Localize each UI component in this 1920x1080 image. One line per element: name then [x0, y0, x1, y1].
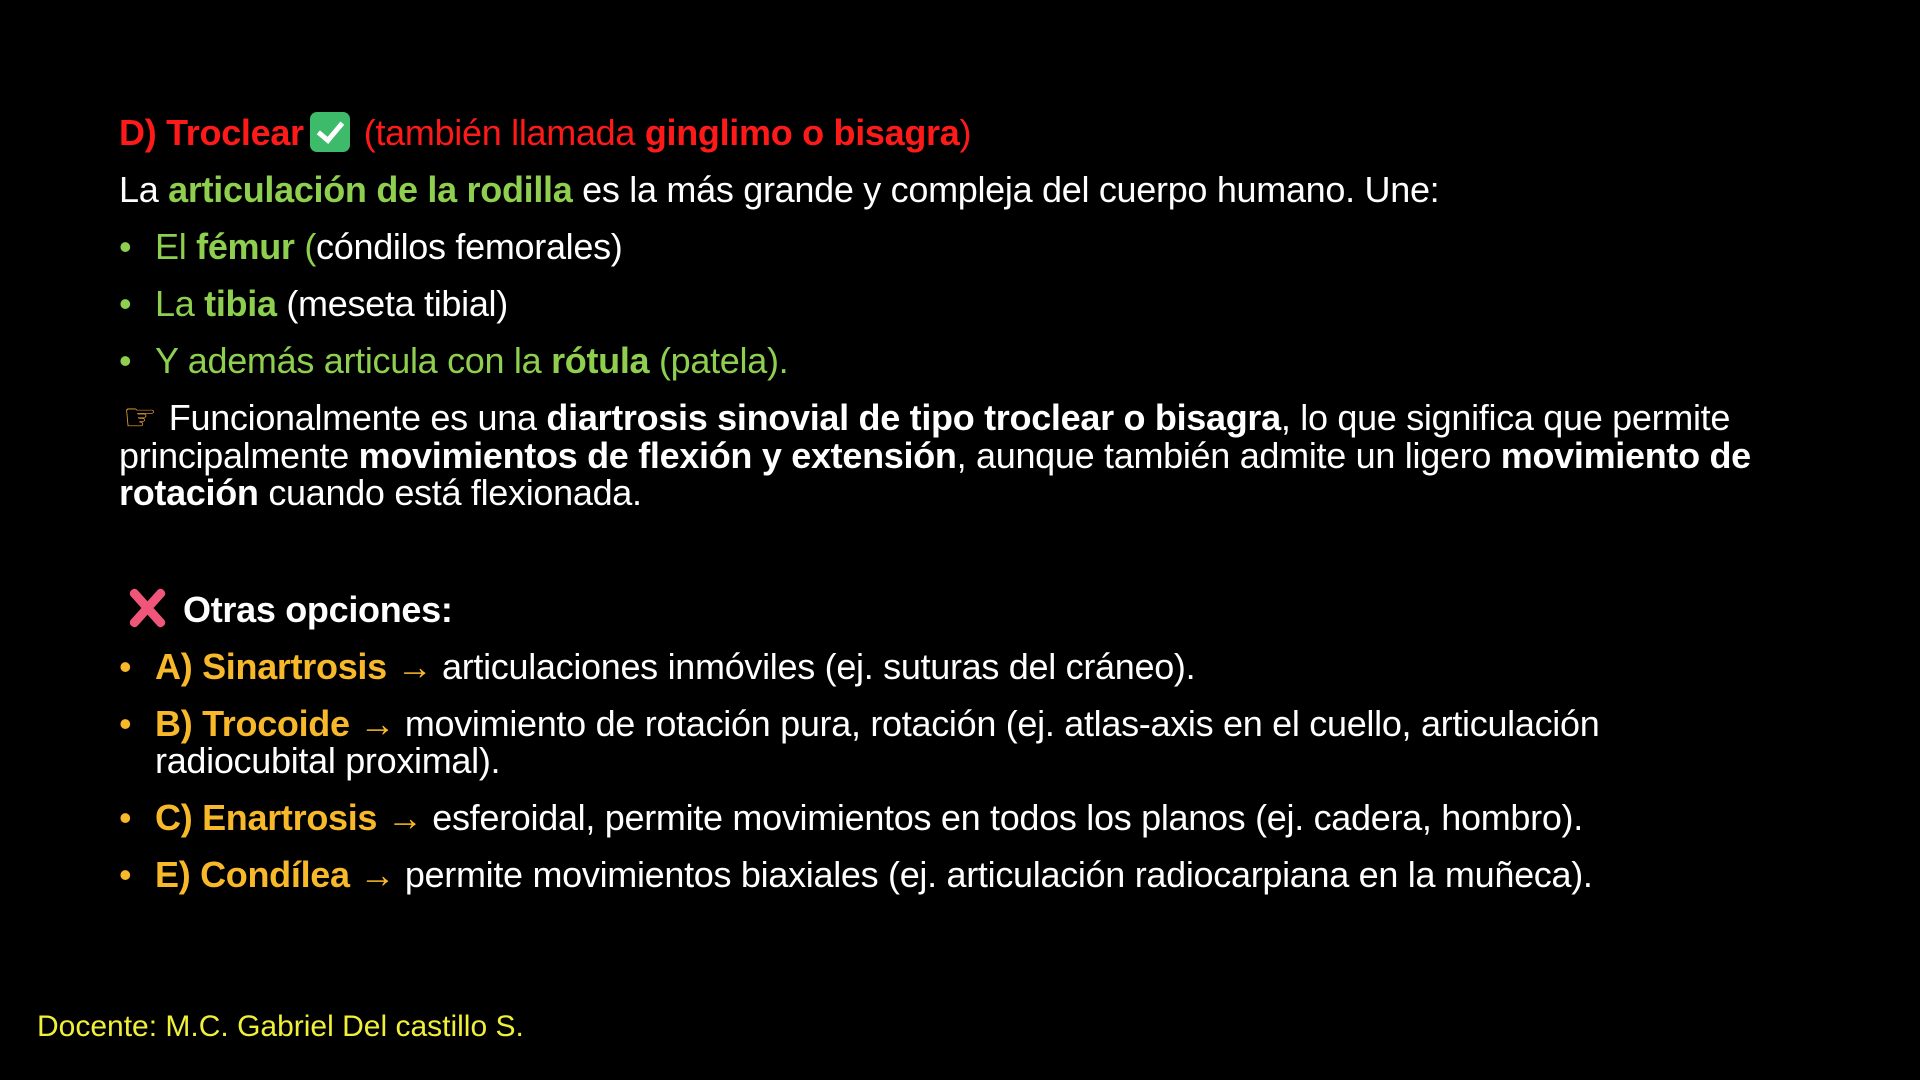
list-item: [119, 799, 1759, 836]
cross-mark-icon: [125, 586, 169, 630]
intro-pre: La: [119, 169, 169, 210]
other-options-list: [119, 648, 1759, 893]
fn-text-2: , lo que significa que permite principalmente: [119, 397, 1731, 476]
option-label: C) Enartrosis: [155, 797, 378, 838]
fn-bold-2: movimientos de flexión y extensión: [358, 435, 957, 476]
item-pre: Y además articula con la: [155, 340, 552, 381]
bullet-icon: •: [119, 226, 132, 267]
intro-line: [119, 161, 1779, 218]
bullet-icon: •: [119, 340, 132, 381]
item-pre: El: [155, 226, 197, 267]
arrow-icon: →: [359, 703, 396, 744]
item-bold: fémur: [196, 226, 295, 267]
bones-list: [119, 218, 1779, 389]
option-text: esferoidal, permite movimientos en todos los planos (ej. cadera, hombro).: [422, 797, 1583, 838]
list-item: [119, 705, 1759, 779]
answer-heading: [119, 104, 1779, 161]
item-bold: tibia: [204, 283, 277, 324]
arrow-icon: →: [359, 854, 396, 895]
fn-text-4: cuando está flexionada.: [258, 472, 642, 513]
bullet-icon: •: [119, 854, 132, 895]
item-pre: La: [155, 283, 205, 324]
item-white-tail: cóndilos femorales): [316, 226, 623, 267]
arrow-icon: →: [396, 646, 433, 687]
arrow-icon: →: [386, 797, 423, 838]
intro-highlight: articulación de la rodilla: [168, 169, 573, 210]
heading-paren-open: (también llamada: [363, 112, 645, 153]
option-label: A) Sinartrosis: [155, 646, 387, 687]
slide-content: [119, 104, 1779, 913]
list-item: [119, 648, 1759, 685]
list-item: [119, 218, 1779, 275]
fn-text-1: Funcionalmente es una: [168, 397, 547, 438]
answer-label: D) Troclear: [119, 112, 304, 153]
fn-bold-3: movimiento de rotación: [119, 435, 1751, 513]
fn-text-3: , aunque también admite un ligero: [956, 435, 1501, 476]
intro-post: es la más grande y compleja del cuerpo humano. Une:: [572, 169, 1440, 210]
item-green-tail: (patela).: [649, 340, 789, 381]
bullet-icon: •: [119, 797, 132, 838]
option-label: B) Trocoide: [155, 703, 350, 744]
heading-paren-close: ): [959, 112, 972, 153]
fn-bold-1: diartrosis sinovial de tipo troclear o bisagra: [546, 397, 1281, 438]
function-paragraph: [119, 399, 1769, 511]
item-bold: rótula: [551, 340, 650, 381]
other-options-heading: [119, 581, 1779, 638]
option-text: movimiento de rotación pura, rotación (ej. atlas-axis en el cuello, articulación radiocubital proximal).: [155, 703, 1600, 781]
check-mark-icon: [310, 112, 350, 152]
bullet-icon: •: [119, 703, 132, 744]
list-item: [119, 332, 1779, 389]
option-text: permite movimientos biaxiales (ej. articulación radiocarpiana en la muñeca).: [395, 854, 1593, 895]
item-green-tail: (: [294, 226, 317, 267]
heading-bold: ginglimo o bisagra: [644, 112, 960, 153]
pointing-hand-icon: ☞: [123, 397, 157, 439]
bullet-icon: •: [119, 646, 132, 687]
other-options-title: Otras opciones:: [183, 589, 453, 630]
teacher-credit: Docente: M.C. Gabriel Del castillo S.: [37, 1010, 524, 1043]
option-text: articulaciones inmóviles (ej. suturas del cráneo).: [432, 646, 1196, 687]
option-label: E) Condílea: [155, 854, 350, 895]
list-item: [119, 275, 1779, 332]
bullet-icon: •: [119, 283, 132, 324]
item-white-tail: (meseta tibial): [276, 283, 508, 324]
list-item: [119, 856, 1759, 893]
